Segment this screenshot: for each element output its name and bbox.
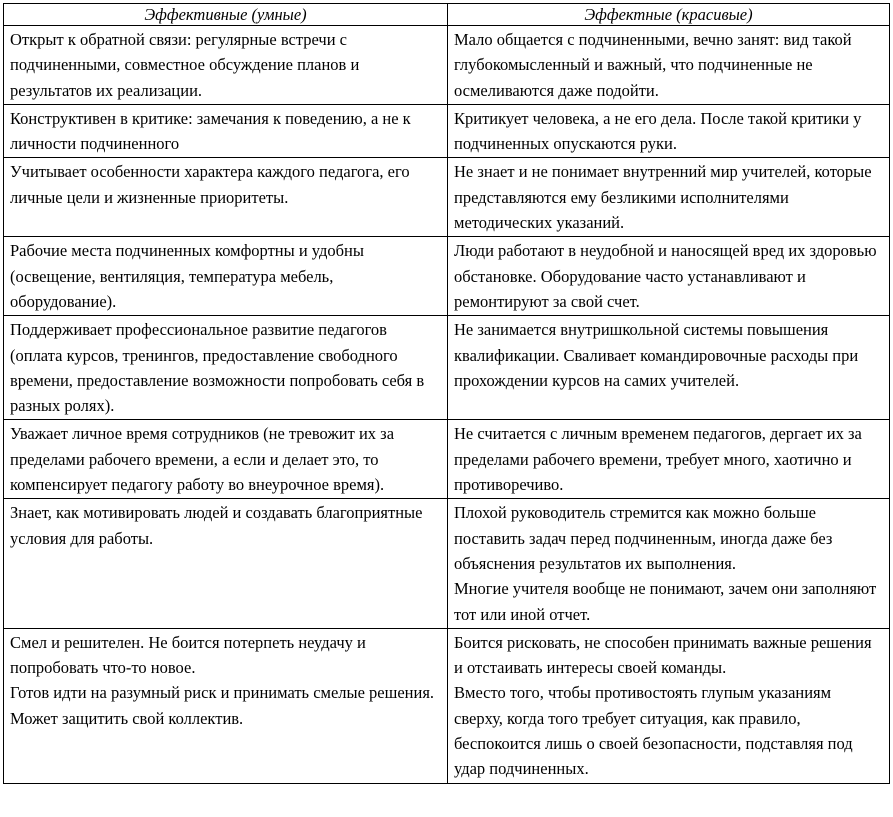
cell-effective bbox=[4, 316, 448, 420]
cell-showy bbox=[448, 158, 890, 237]
cell-showy bbox=[448, 420, 890, 499]
cell-text: Критикует человека, а не его дела. После такой критики у подчиненных опускаются руки. bbox=[454, 108, 862, 154]
cell-showy bbox=[448, 628, 890, 783]
comparison-table bbox=[3, 3, 890, 784]
table-row bbox=[4, 316, 890, 420]
cell-text: Мало общается с подчиненными, вечно занят: вид такой глубокомысленный и важный, что подчиненные не осмеливаются даже подойти. bbox=[454, 30, 852, 100]
cell-text: Плохой руководитель стремится как можно больше поставить задач перед подчиненным, иногда даже без объяснения результатов их выполнения. bbox=[454, 503, 833, 573]
cell-text: Многие учителя вообще не понимают, зачем они заполняют тот или иной отчет. bbox=[454, 579, 877, 624]
cell-text: Знает, как мотивировать людей и создавать благоприятные условия для работы. bbox=[10, 503, 423, 548]
cell-text: Не считается с личным временем педагогов, дергает их за пределами рабочего времени, требует много, хаотично и противоречиво. bbox=[454, 424, 862, 495]
table-body bbox=[4, 26, 890, 784]
table-row bbox=[4, 499, 890, 628]
cell-text: Вместо того, чтобы противостоять глупым указаниям сверху, когда того требует ситуация, как правило, беспокоится лишь о своей безопасности, подставляя под удар подчиненных. bbox=[454, 683, 853, 779]
cell-effective bbox=[4, 628, 448, 783]
cell-text: Готов идти на разумный риск и принимать смелые решения. Может защитить свой коллектив. bbox=[10, 683, 435, 728]
cell-effective bbox=[4, 26, 448, 105]
table-row bbox=[4, 628, 890, 783]
cell-effective bbox=[4, 499, 448, 628]
cell-text: Смел и решителен. Не боится потерпеть неудачу и попробовать что-то новое. bbox=[10, 632, 366, 678]
table-row bbox=[4, 26, 890, 105]
table-row bbox=[4, 237, 890, 316]
cell-effective bbox=[4, 237, 448, 316]
cell-showy bbox=[448, 316, 890, 420]
table-row bbox=[4, 420, 890, 499]
cell-text: Поддерживает профессиональное развитие педагогов (оплата курсов, тренингов, предоставление свободного времени, предоставление возможности попробовать себя в разных ролях). bbox=[10, 320, 425, 416]
cell-text: Люди работают в неудобной и наносящей вред их здоровью обстановке. Оборудование часто устанавливают и ремонтируют за свой счет. bbox=[454, 241, 877, 311]
cell-showy bbox=[448, 26, 890, 105]
cell-effective bbox=[4, 104, 448, 158]
cell-effective bbox=[4, 158, 448, 237]
header-row bbox=[4, 4, 890, 26]
table-row bbox=[4, 104, 890, 158]
cell-showy bbox=[448, 104, 890, 158]
cell-text: Не занимается внутришкольной системы повышения квалификации. Сваливает командировочные расходы при прохождении курсов на самих учителей. bbox=[454, 320, 859, 390]
header-showy: Эффектные (красивые) bbox=[448, 4, 890, 26]
cell-showy bbox=[448, 237, 890, 316]
header-effective: Эффективные (умные) bbox=[4, 4, 448, 26]
cell-text: Не знает и не понимает внутренний мир учителей, которые представляются ему безликими исполнителями методических указаний. bbox=[454, 162, 872, 233]
cell-text: Открыт к обратной связи: регулярные встречи с подчиненными, совместное обсуждение планов и результатов их реализации. bbox=[10, 30, 360, 100]
cell-text: Уважает личное время сотрудников (не тревожит их за пределами рабочего времени, а если и делает это, то компенсирует педагогу работу во внеурочное время). bbox=[10, 424, 395, 495]
cell-text: Боится рисковать, не способен принимать важные решения и отстаивать интересы своей команды. bbox=[454, 632, 872, 678]
cell-text: Рабочие места подчиненных комфортны и удобны (освещение, вентиляция, температура мебель, оборудование). bbox=[10, 241, 364, 311]
cell-text: Учитывает особенности характера каждого педагога, его личные цели и жизненные приоритеты. bbox=[10, 162, 410, 207]
cell-text: Конструктивен в критике: замечания к поведению, а не к личности подчиненного bbox=[10, 108, 411, 154]
table-row bbox=[4, 158, 890, 237]
cell-effective bbox=[4, 420, 448, 499]
cell-showy bbox=[448, 499, 890, 628]
